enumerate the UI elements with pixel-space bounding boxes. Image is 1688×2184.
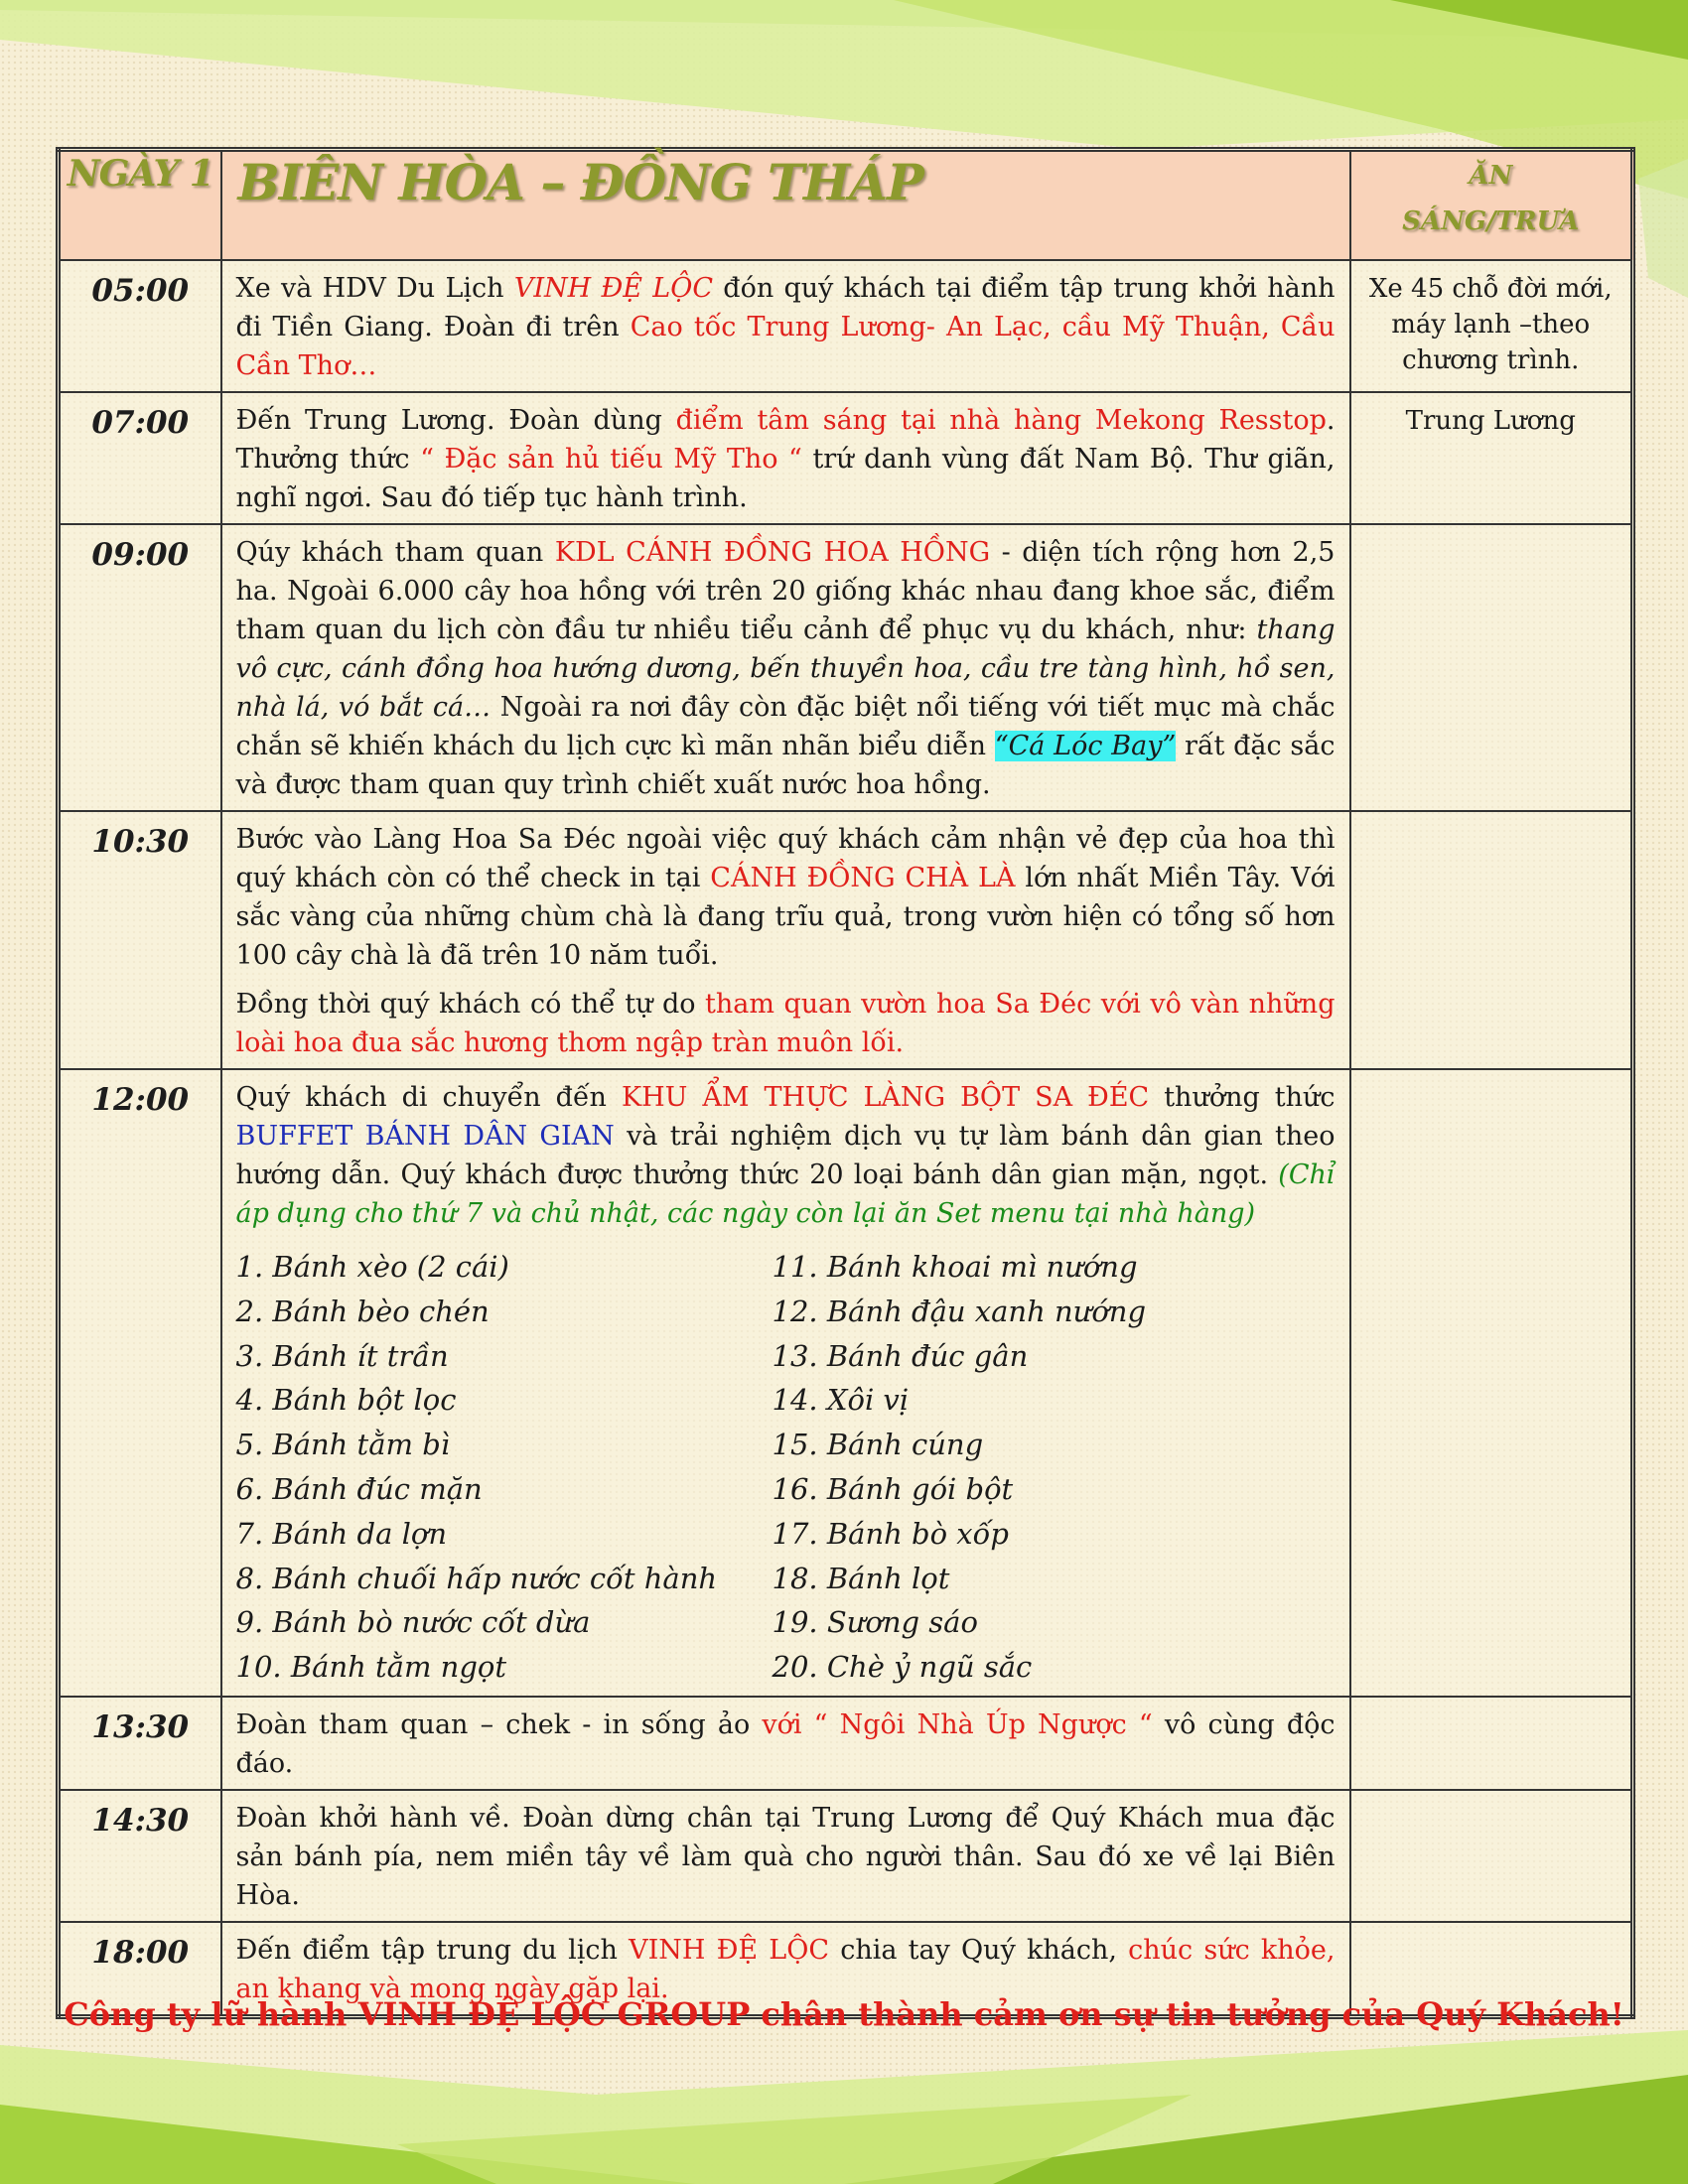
attraction-highlight: với “ Ngôi Nhà Úp Ngược “ (762, 1708, 1153, 1740)
company-name: VINH ĐỆ LỘC (629, 1934, 830, 1966)
garden-highlight: tham quan vườn hoa Sa Đéc với vô vàn những loài hoa đua sắc hương thơm ngập tràn muôn lối. (235, 989, 1336, 1058)
right-edge-band (1638, 159, 1688, 298)
description-text (236, 401, 1336, 517)
meal-header-line2: SÁNG/TRƯA (1402, 206, 1580, 236)
list-item: 4. Bánh bột lọc (235, 1383, 457, 1418)
description-cell (221, 524, 1350, 811)
list-item: 14. Xôi vị (772, 1383, 910, 1418)
time-cell: 09:00 (59, 524, 221, 811)
text-run: Đoàn tham quan – chek - in sống ảo (235, 1708, 763, 1740)
text-run: vô cùng độc đáo. (235, 1708, 1336, 1779)
list-item: 12. Bánh đậu xanh nướng (772, 1294, 1147, 1328)
description-cell (221, 811, 1350, 1069)
farewell-highlight: chúc sức khỏe, an khang và mong ngày gặp lại. (235, 1934, 1336, 2004)
list-item: 17. Bánh bò xốp (772, 1516, 1009, 1551)
table-row (59, 1697, 1633, 1790)
meal-cell (1350, 811, 1633, 1069)
list-item: 1. Bánh xèo (2 cái) (235, 1250, 509, 1284)
list-item: 10. Bánh tằm ngọt (235, 1650, 507, 1685)
description-cell (221, 1790, 1350, 1922)
meal-cell (1350, 1069, 1633, 1697)
list-item: 19. Sương sáo (772, 1605, 978, 1640)
day-label: NGÀY 1 (59, 150, 221, 261)
list-item: 15. Bánh cúng (772, 1428, 984, 1462)
description-text (236, 269, 1336, 385)
text-run: thưởng thức (1149, 1082, 1336, 1113)
time-cell: 14:30 (59, 1790, 221, 1922)
route-highlight: Cao tốc Trung Lương- An Lạc, cầu Mỹ Thuận, Cầu Cần Thơ… (235, 312, 1336, 381)
text-run: rất đặc sắc và được tham quan quy trình chiết xuất nước hoa hồng. (235, 731, 1336, 800)
text-run: Quý khách di chuyển đến (235, 1082, 622, 1113)
time-cell: 18:00 (59, 1922, 221, 2017)
list-item: 7. Bánh da lợn (235, 1516, 448, 1551)
description-cell (221, 1069, 1350, 1697)
list-item: 18. Bánh lọt (772, 1561, 950, 1595)
text-run: đón quý khách tại điểm tập trung khởi hành đi Tiền Giang. Đoàn đi trên (235, 273, 1336, 342)
list-item: 9. Bánh bò nước cốt dừa (235, 1605, 591, 1640)
destination-highlight: KDL CÁNH ĐỒNG HOA HỒNG (554, 537, 991, 568)
cake-list-left (236, 1245, 773, 1690)
text-run: lớn nhất Miền Tây. Với sắc vàng của những chùm chà là đang trĩu quả, trong vườn hiện có tổng số hơn 100 cây chà là đã trên 10 năm tuổi. (235, 863, 1336, 971)
show-highlight: “Cá Lóc Bay” (994, 731, 1177, 761)
text-run: Đồng thời quý khách có thể tự do (235, 989, 706, 1020)
table-row (59, 811, 1633, 1069)
table-row (59, 1069, 1633, 1697)
text-run: Ngoài ra nơi đây còn đặc biệt nổi tiếng với tiết mục mà chắc chắn sẽ khiến khách du lịch cực kì mãn nhãn biểu diễn (235, 692, 1336, 761)
time-cell: 13:30 (59, 1697, 221, 1790)
description-text (236, 985, 1336, 1062)
time-cell: 10:30 (59, 811, 221, 1069)
text-run: Qúy khách tham quan (235, 537, 555, 568)
list-item: 5. Bánh tằm bì (235, 1428, 451, 1462)
cake-list (236, 1245, 1336, 1690)
buffet-highlight: BUFFET BÁNH DÂN GIAN (235, 1121, 615, 1152)
specialty-highlight: “ Đặc sản hủ tiếu Mỹ Tho “ (420, 444, 802, 475)
text-run: trứ danh vùng đất Nam Bộ. Thư giãn, nghĩ ngơi. Sau đó tiếp tục hành trình. (235, 444, 1336, 513)
list-item: 11. Bánh khoai mì nướng (772, 1250, 1138, 1284)
table-row (59, 260, 1633, 392)
list-item: 13. Bánh đúc gân (772, 1338, 1029, 1373)
time-cell: 12:00 (59, 1069, 221, 1697)
text-run: Đến điểm tập trung du lịch (235, 1934, 630, 1966)
thank-you-footer: Công ty lữ hành VINH ĐỆ LỘC GROUP chân thành cảm ơn sự tin tưởng của Quý Khách! (64, 1995, 1624, 2033)
breakfast-highlight: điểm tâm sáng tại nhà hàng Mekong Resstop (675, 405, 1327, 436)
description-cell (221, 392, 1350, 524)
table-header-row (59, 150, 1633, 261)
time-cell: 05:00 (59, 260, 221, 392)
text-run: - diện tích rộng hơn 2,5 ha. Ngoài 6.000 cây hoa hồng với trên 20 giống khác nhau đang khoe sắc, điểm tham quan du lịch còn đầu tư nhiều tiểu cảnh để phục vụ du khách, như: (235, 537, 1336, 645)
table-row (59, 524, 1633, 811)
meal-header-line1: ĂN (1469, 161, 1513, 191)
text-run: và trải nghiệm dịch vụ tự làm bánh dân gian theo hướng dẫn. Quý khách được thưởng thức 20 loại bánh dân gian mặn, ngọt. (235, 1121, 1336, 1190)
description-cell (221, 260, 1350, 392)
cake-list-right (773, 1245, 1329, 1690)
weekend-note: (Chỉ áp dụng cho thứ 7 và chủ nhật, các ngày còn lại ăn Set menu tại nhà hàng) (235, 1160, 1336, 1229)
description-text (236, 820, 1336, 975)
attractions-list: thang vô cực, cánh đồng hoa hướng dương, bến thuyền hoa, cầu tre tàng hình, hồ sen, nhà lá, vó bắt cá… (235, 614, 1336, 723)
meal-cell: Xe 45 chỗ đời mới, máy lạnh –theo chương trình. (1350, 260, 1633, 392)
meal-cell (1350, 1697, 1633, 1790)
list-item: 6. Bánh đúc mặn (235, 1471, 483, 1506)
text-run: Bước vào Làng Hoa Sa Đéc ngoài việc quý khách cảm nhận vẻ đẹp của hoa thì quý khách còn có thể check in tại (235, 824, 1336, 893)
description-text (236, 533, 1336, 804)
text-run: chia tay Quý khách, (829, 1934, 1129, 1966)
description-text: Đoàn khởi hành về. Đoàn dừng chân tại Trung Lương để Quý Khách mua đặc sản bánh pía, nem miền tây về làm quà cho người thân. Sau đó xe về lại Biên Hòa. (235, 1802, 1336, 1911)
list-item: 8. Bánh chuối hấp nước cốt hành (235, 1561, 718, 1595)
text-run: Đến Trung Lương. Đoàn dùng (235, 405, 676, 436)
meal-header (1350, 150, 1633, 261)
time-cell: 07:00 (59, 392, 221, 524)
table-row (59, 392, 1633, 524)
text-run: Xe và HDV Du Lịch (235, 273, 514, 304)
description-text (236, 1078, 1336, 1233)
itinerary-table (56, 147, 1635, 2019)
meal-cell: Trung Lương (1350, 392, 1633, 524)
list-item: 2. Bánh bèo chén (235, 1294, 490, 1328)
route-title: BIÊN HÒA – ĐỒNG THÁP (221, 150, 1350, 261)
meal-cell (1350, 524, 1633, 811)
itinerary-sheet (56, 147, 1630, 2019)
table-row (59, 1790, 1633, 1922)
destination-highlight: CÁNH ĐỒNG CHÀ LÀ (710, 863, 1016, 893)
text-run: . Thưởng thức (235, 405, 1336, 475)
description-text (236, 1706, 1336, 1783)
list-item: 16. Bánh gói bột (772, 1471, 1014, 1506)
company-name: VINH ĐỆ LỘC (513, 273, 713, 304)
description-cell (221, 1697, 1350, 1790)
list-item: 3. Bánh ít trần (235, 1338, 449, 1373)
list-item: 20. Chè ỷ ngũ sắc (772, 1650, 1033, 1685)
food-area-highlight: KHU ẨM THỰC LÀNG BỘT SA ĐÉC (621, 1082, 1150, 1113)
meal-cell (1350, 1790, 1633, 1922)
